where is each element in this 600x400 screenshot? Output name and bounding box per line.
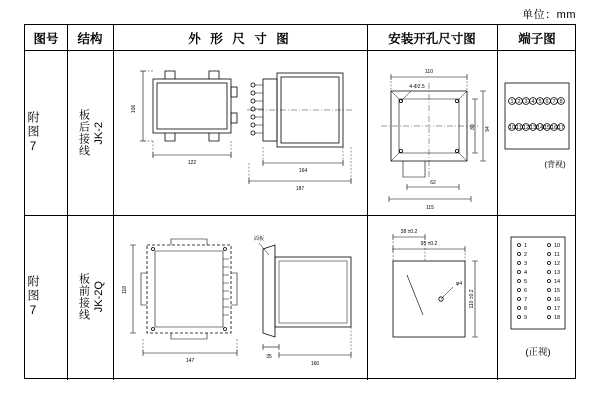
header-fig-no: 图号	[33, 31, 59, 46]
row-b-terminal-caption: (正视)	[525, 347, 551, 358]
svg-text:12: 12	[554, 261, 561, 267]
svg-text:16: 16	[550, 125, 558, 131]
row-a-terminal-drawing	[497, 51, 577, 215]
svg-text:10: 10	[554, 243, 561, 249]
svg-text:2: 2	[524, 252, 528, 258]
svg-text:5: 5	[524, 279, 528, 285]
row-b-structure-model: JK-2Q	[92, 280, 105, 313]
svg-text:14: 14	[536, 125, 544, 131]
svg-text:3: 3	[524, 261, 528, 267]
row-a-outline-cell	[113, 51, 367, 215]
svg-text:14: 14	[554, 279, 561, 285]
svg-text:17: 17	[554, 306, 561, 312]
svg-text:15: 15	[543, 125, 551, 131]
row-b-dim-118: 118	[122, 286, 128, 294]
svg-text:1: 1	[524, 243, 528, 249]
svg-text:8: 8	[559, 99, 563, 105]
row-b-outline-drawing	[113, 215, 367, 378]
row-b-mounting-cell	[367, 215, 497, 378]
row-a-dim-62: 62	[430, 180, 436, 186]
svg-text:13: 13	[554, 270, 561, 276]
svg-text:13: 13	[529, 125, 537, 131]
row-b-outline-cell	[113, 215, 367, 378]
header-terminal: 端子图	[518, 31, 556, 46]
row-a-dim-187: 187	[295, 186, 305, 192]
row-a-dim-94: 94	[485, 126, 491, 132]
svg-text:16: 16	[554, 297, 561, 303]
svg-text:3: 3	[524, 99, 528, 105]
row-a-dim-80: 80	[470, 124, 476, 130]
row-b-terminal-cell	[497, 215, 577, 378]
dimension-table	[24, 24, 576, 379]
svg-text:9: 9	[524, 315, 528, 321]
header-outline: 外 形 尺 寸 图	[188, 31, 292, 46]
row-a-structure-desc: 板后接线	[77, 109, 90, 157]
svg-text:8: 8	[524, 306, 528, 312]
row-b-dim-35: 35	[266, 354, 272, 360]
row-a-structure-cell	[67, 51, 113, 215]
svg-text:2: 2	[517, 99, 521, 105]
row-a-fig-no-cell	[25, 51, 67, 215]
row-a-mounting-drawing	[367, 51, 497, 215]
row-b-label-panel: 面板	[253, 236, 265, 242]
row-b-dim-95: 95 ±0.2	[420, 241, 438, 247]
row-a-structure-model: JK-2	[92, 121, 105, 145]
svg-text:6: 6	[545, 99, 549, 105]
svg-text:11: 11	[554, 252, 560, 258]
row-a-mounting-cell	[367, 51, 497, 215]
svg-text:4: 4	[524, 270, 528, 276]
row-b-dim-phi4: φ4	[455, 281, 463, 287]
row-b-mounting-drawing	[367, 215, 497, 378]
unit-note: 单位：mm	[522, 9, 576, 21]
svg-text:4: 4	[531, 99, 535, 105]
row-a-dim-110: 110	[425, 69, 433, 75]
row-b-dim-160: 160	[310, 361, 320, 367]
row-a-outline-drawing	[113, 51, 367, 215]
svg-text:15: 15	[554, 288, 561, 294]
row-a-dim-115: 115	[426, 205, 434, 211]
row-b-structure-cell	[67, 215, 113, 378]
table-row	[25, 215, 575, 378]
header-mounting: 安装开孔尺寸图	[388, 31, 476, 46]
svg-text:7: 7	[552, 99, 556, 105]
table-row	[25, 51, 575, 215]
svg-text:11: 11	[516, 125, 522, 131]
row-b-terminal-drawing	[497, 215, 577, 378]
row-b-dim-38: 38 ±0.2	[400, 229, 418, 235]
svg-text:10: 10	[508, 125, 516, 131]
row-a-dim-106: 106	[131, 104, 137, 114]
row-a-terminal-caption: (背视)	[544, 160, 566, 169]
svg-text:1: 1	[510, 99, 514, 105]
row-a-terminal-cell	[497, 51, 577, 215]
row-b-structure-desc: 板前接线	[77, 272, 90, 321]
svg-text:18: 18	[554, 315, 561, 321]
row-b-fig-no-cell	[25, 215, 67, 378]
row-b-dim-147: 147	[185, 358, 195, 364]
row-b-fig-no: 附图7	[26, 274, 40, 319]
row-b-dim-110: 110 ±0.2	[469, 289, 475, 309]
row-a-dim-122: 122	[187, 160, 197, 166]
header-structure: 结构	[77, 31, 103, 46]
svg-text:5: 5	[538, 99, 542, 105]
svg-text:6: 6	[524, 288, 528, 294]
row-a-dim-4phi25: 4-Φ2.5	[409, 84, 425, 90]
row-a-fig-no: 附图7	[26, 111, 40, 155]
svg-text:7: 7	[524, 297, 528, 303]
svg-text:17: 17	[557, 125, 565, 131]
table-header-row	[25, 25, 575, 51]
row-a-dim-164: 164	[298, 168, 308, 174]
svg-text:12: 12	[522, 125, 530, 131]
